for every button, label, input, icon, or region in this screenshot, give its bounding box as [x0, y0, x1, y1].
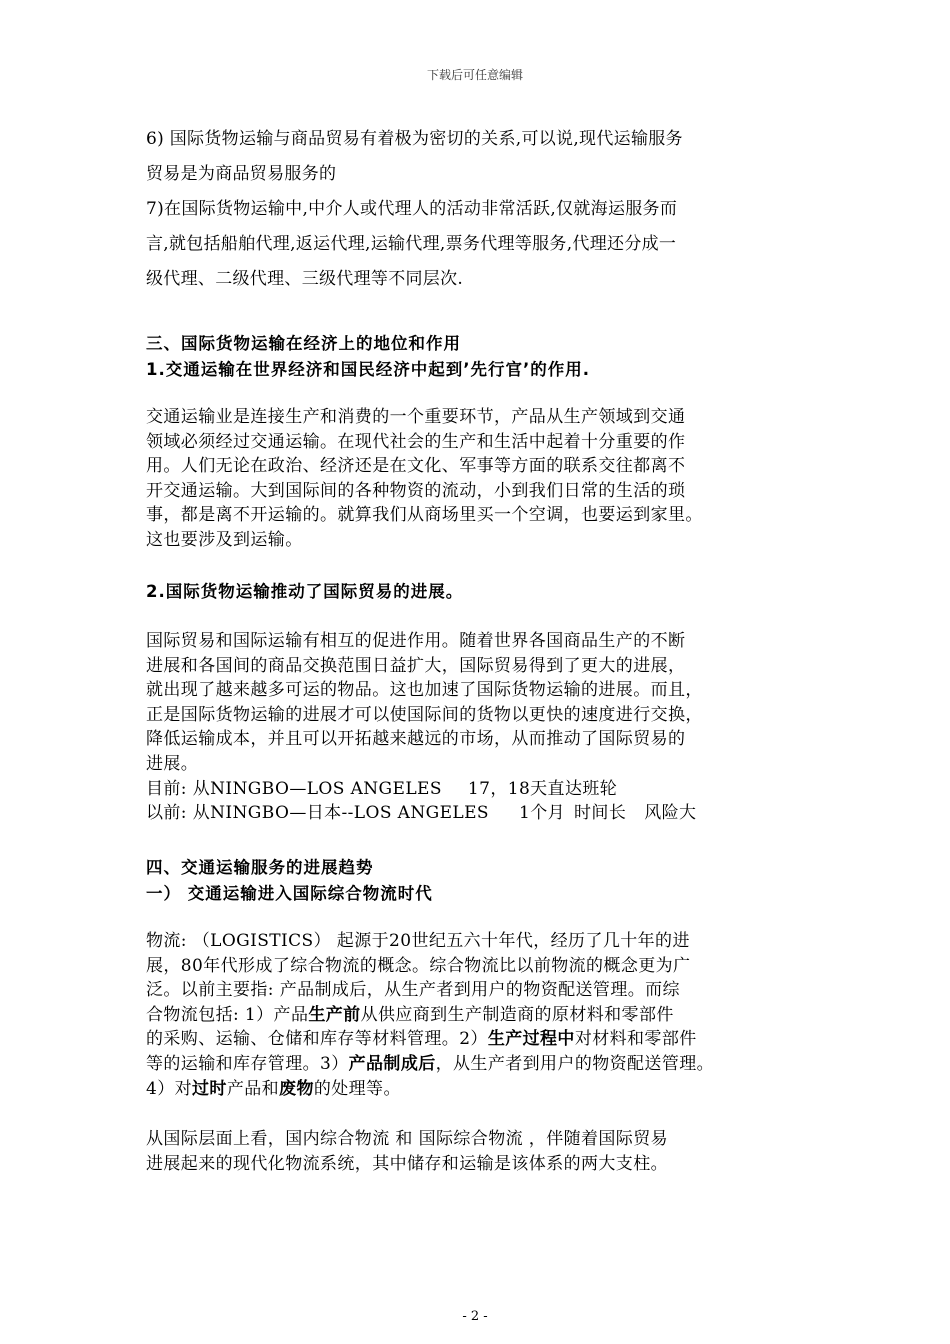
paragraph-line: 国际贸易和国际运输有相互的促进作用。随着世界各国商品生产的不断: [146, 631, 686, 651]
section-3-subheading-1: 1.交通运输在世界经济和国民经济中起到’先行官’的作用.: [146, 360, 591, 379]
text-run: 合物流包括: 1）产品: [146, 1004, 309, 1025]
paragraph-line: 从国际层面上看，国内综合物流 和 国际综合物流 ，伴随着国际贸易: [146, 1129, 669, 1149]
paragraph-line: [146, 1027, 811, 1052]
paragraph-line: [146, 1077, 811, 1102]
text-run: ，从生产者到用户的物资配送管理。: [435, 1053, 715, 1074]
bold-run: 生产过程中: [487, 1029, 575, 1050]
paragraph-line: [146, 1003, 811, 1028]
section-3-paragraph-1: [146, 405, 811, 553]
text-run: 对材料和零部件: [574, 1029, 697, 1050]
paragraph-line: 进展起来的现代化物流系统，其中储存和运输是该体系的两大支柱。: [146, 1153, 668, 1174]
route-past-note-1: 时间长: [574, 803, 627, 824]
text-run: 产品和: [226, 1078, 280, 1099]
paragraph-line: 就出现了越来越多可运的物品。这也加速了国际货物运输的进展。而且，: [146, 680, 703, 701]
section-3-heading: [146, 331, 811, 383]
paragraph-line: 领域必须经过交通运输。在现代社会的生产和生活中起着十分重要的作: [146, 431, 686, 452]
route-past-path: 以前: 从NINGBO—日本--LOS ANGELES: [146, 803, 489, 824]
section-4-paragraph-1: [146, 929, 811, 1101]
bold-run: 废物: [279, 1078, 314, 1099]
paragraph-line: 交通运输业是连接生产和消费的一个重要环节，产品从生产领域到交通: [146, 407, 686, 427]
paragraph-line: 进展和各国间的商品交换范围日益扩大，国际贸易得到了更大的进展，: [146, 655, 686, 676]
items-6-7: [146, 122, 811, 297]
paragraph-line: 正是国际货物运输的进展才可以使国际间的货物以更快的速度进行交换，: [146, 704, 703, 725]
text-run: 从供应商到生产制造商的原材料和零部件: [360, 1004, 674, 1025]
route-now-path: 目前: 从NINGBO—LOS ANGELES: [146, 778, 442, 799]
bold-run: 产品制成后: [348, 1053, 436, 1074]
section-4-title: 四、交通运输服务的进展趋势: [146, 858, 374, 877]
item-6-line-1: 6) 国际货物运输与商品贸易有着极为密切的关系,可以说,现代运输服务: [146, 129, 683, 149]
page-number: - 2 -: [462, 1309, 488, 1324]
route-past-note-2: 风险大: [644, 803, 697, 824]
section-3-subheading-2-block: [146, 579, 811, 605]
text-run: 的采购、运输、仓储和库存等材料管理。2）: [146, 1029, 488, 1050]
item-7-line-3: 级代理、二级代理、三级代理等不同层次.: [146, 269, 464, 289]
paragraph-line: 开交通运输。大到国际间的各种物资的流动，小到我们日常的生活的琐: [146, 480, 686, 501]
section-3-subheading-2: 2.国际货物运输推动了国际贸易的进展。: [146, 582, 464, 601]
item-7-line-1: 7)在国际货物运输中,中介人或代理人的活动非常活跃,仅就海运服务而: [146, 199, 678, 219]
paragraph-line: 事，都是离不开运输的。就算我们从商场里买一个空调，也要运到家里。: [146, 505, 703, 526]
text-run: 4）对: [146, 1078, 193, 1099]
route-now: [146, 777, 811, 802]
paragraph-line: 用。人们无论在政治、经济还是在文化、军事等方面的联系交往都离不: [146, 456, 686, 477]
paragraph-line: 这也要涉及到运输。: [146, 529, 303, 550]
text-run: 的处理等。: [313, 1078, 401, 1099]
bold-run: 过时: [192, 1078, 227, 1099]
paragraph-line: 物流: （LOGISTICS） 起源于20世纪五六十年代，经历了几十年的进: [146, 931, 690, 951]
section-4-heading: [146, 855, 811, 907]
route-past: [146, 801, 811, 826]
paragraph-line: 进展。: [146, 753, 199, 774]
bold-run: 生产前: [308, 1004, 361, 1025]
route-past-duration: 1个月: [518, 803, 566, 824]
paragraph-line: 泛。以前主要指: 产品制成后，从生产者到用户的物资配送管理。而综: [146, 980, 680, 1001]
page-header: 下载后可任意编辑: [426, 68, 523, 82]
section-3-title: 三、国际货物运输在经济上的地位和作用: [146, 334, 461, 353]
route-now-time: 17，18天直达班轮: [467, 778, 618, 799]
item-6-line-2: 贸易是为商品贸易服务的: [146, 164, 337, 184]
paragraph-line: 降低运输成本，并且可以开拓越来越远的市场，从而推动了国际贸易的: [146, 729, 686, 750]
section-4-paragraph-2: [146, 1127, 811, 1176]
item-7-line-2: 言,就包括船舶代理,返运代理,运输代理,票务代理等服务,代理还分成一: [146, 234, 677, 254]
text-run: 等的运输和库存管理。3）: [146, 1053, 349, 1074]
paragraph-line: [146, 1052, 811, 1077]
section-3-paragraph-2: [146, 629, 811, 826]
section-4-subheading-1: 一） 交通运输进入国际综合物流时代: [146, 884, 433, 903]
paragraph-line: 展，80年代形成了综合物流的概念。综合物流比以前物流的概念更为广: [146, 955, 691, 976]
